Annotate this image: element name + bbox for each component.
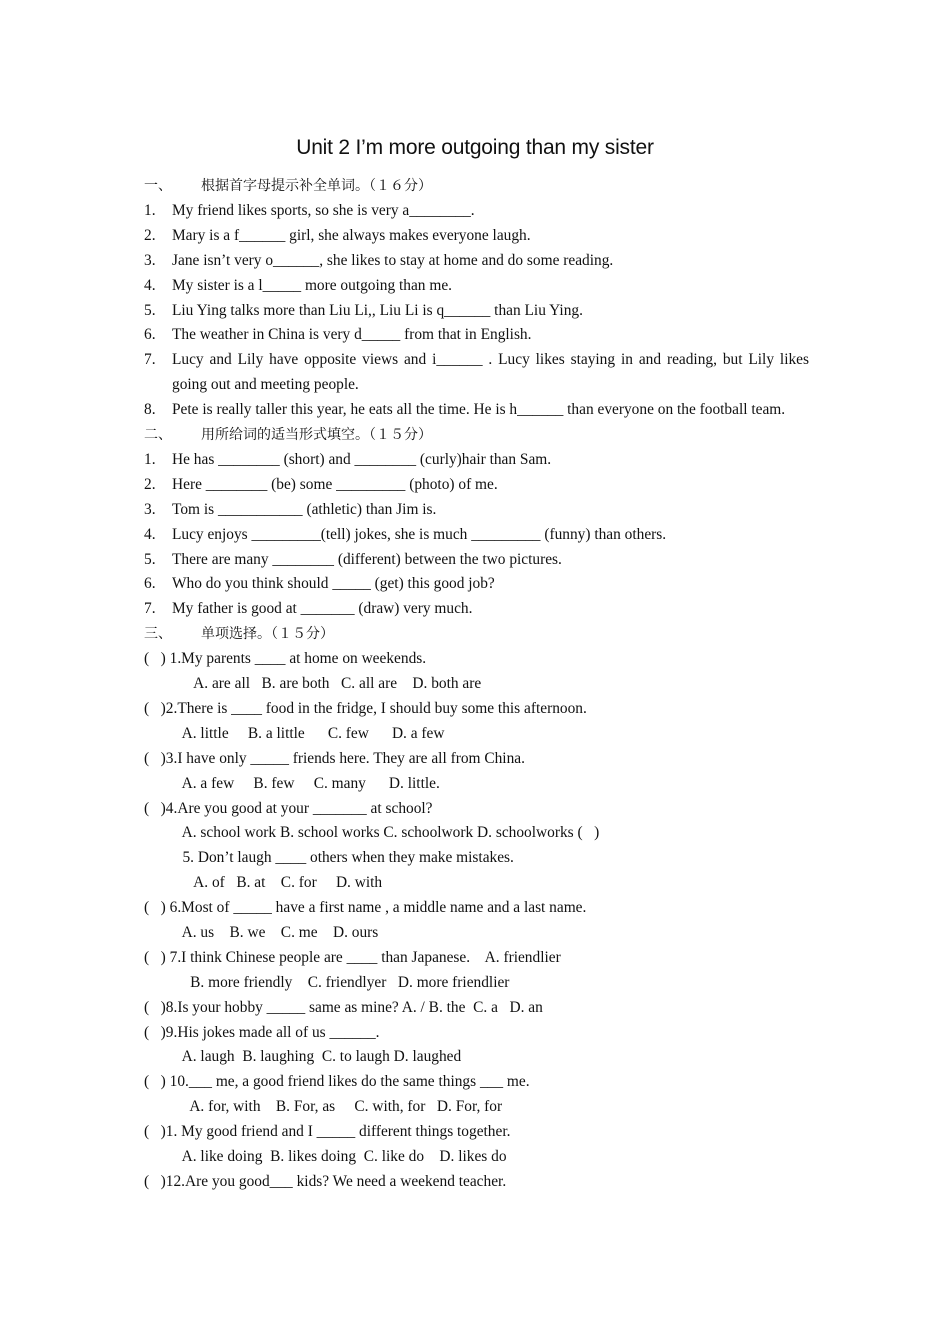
question-text: He has ________ (short) and ________ (curly)hair than Sam. xyxy=(172,450,552,468)
question-number: 8. xyxy=(144,401,156,419)
question-item xyxy=(144,473,809,498)
question-text: Who do you think should _____ (get) this good job? xyxy=(172,575,495,593)
section-3-heading xyxy=(144,622,809,647)
choice-question: ( ) 6.Most of _____ have a first name , a middle name and a last name. xyxy=(144,899,587,917)
question-number: 6. xyxy=(144,575,156,593)
question-number: 1. xyxy=(144,450,156,468)
question-item xyxy=(144,448,809,473)
section-3-lines xyxy=(144,647,809,1195)
choice-options: A. a few B. few C. many D. little. xyxy=(144,774,440,792)
choice-question: ( )4.Are you good at your _______ at school? xyxy=(144,799,433,817)
question-item xyxy=(144,323,809,348)
question-text: Lucy enjoys _________(tell) jokes, she is much _________ (funny) than others. xyxy=(172,525,667,543)
choice-question: ( ) 7.I think Chinese people are ____ than Japanese. A. friendlier xyxy=(144,948,561,966)
choice-question: ( )9.His jokes made all of us ______. xyxy=(144,1023,380,1041)
question-item xyxy=(144,274,809,299)
question-item xyxy=(144,597,809,622)
question-text: Jane isn’t very o______, she likes to stay at home and do some reading. xyxy=(172,251,614,269)
question-text: Here ________ (be) some _________ (photo) of me. xyxy=(172,475,498,493)
choice-options: A. like doing B. likes doing C. like do D. likes do xyxy=(144,1147,507,1165)
question-item xyxy=(144,523,809,548)
question-text: Mary is a f______ girl, she always makes everyone laugh. xyxy=(172,226,531,244)
section-title: 用所给词的适当形式填空。（１５分） xyxy=(201,427,432,444)
question-item xyxy=(144,572,809,597)
section-title: 根据首字母提示补全单词。（１６分） xyxy=(201,178,432,194)
choice-options: A. laugh B. laughing C. to laugh D. laughed xyxy=(144,1048,462,1066)
question-text: Lucy and Lily have opposite views and i______ . Lucy likes staying in and reading, but Lily likes going out and meeting people. xyxy=(172,351,809,394)
choice-options: A. us B. we C. me D. ours xyxy=(144,923,379,941)
question-text: Pete is really taller this year, he eats all the time. He is h______ than everyone on the football team. xyxy=(172,401,786,419)
section-number: 二、 xyxy=(144,427,172,444)
choice-question: ( ) 1.My parents ____ at home on weekends. xyxy=(144,650,427,668)
choice-question: ( )1. My good friend and I _____ different things together. xyxy=(144,1123,511,1141)
question-item xyxy=(144,398,809,423)
question-item xyxy=(144,498,809,523)
question-text: Tom is ___________ (athletic) than Jim is. xyxy=(172,500,437,518)
question-item xyxy=(144,199,809,224)
question-number: 4. xyxy=(144,276,156,294)
choice-options: B. more friendly C. friendlyer D. more friendlier xyxy=(144,973,510,991)
question-number: 5. xyxy=(144,550,156,568)
question-item xyxy=(144,348,809,398)
question-item xyxy=(144,249,809,274)
page-title: Unit 2 I’m more outgoing than my sister xyxy=(296,136,654,159)
choice-question: ( ) 10.___ me, a good friend likes do the same things ___ me. xyxy=(144,1073,530,1091)
question-number: 5. xyxy=(144,301,156,319)
question-number: 2. xyxy=(144,475,156,493)
question-text: My father is good at _______ (draw) very much. xyxy=(172,600,473,618)
question-number: 3. xyxy=(144,251,156,269)
worksheet-content xyxy=(144,174,809,1195)
section-title: 单项选择。（１５分） xyxy=(201,626,334,643)
question-number: 1. xyxy=(144,201,156,219)
question-number: 7. xyxy=(144,351,156,369)
choice-question: ( )3.I have only _____ friends here. They are all from China. xyxy=(144,749,525,767)
section-number: 一、 xyxy=(144,178,172,194)
question-text: My sister is a l_____ more outgoing than me. xyxy=(172,276,452,294)
question-text: Liu Ying talks more than Liu Li,, Liu Li is q______ than Liu Ying. xyxy=(172,301,583,319)
section-number: 三、 xyxy=(144,626,172,643)
choice-options: A. school work B. school works C. schoolwork D. schoolworks ( ) xyxy=(144,824,600,842)
choice-question: ( )12.Are you good___ kids? We need a weekend teacher. xyxy=(144,1172,507,1190)
question-number: 6. xyxy=(144,326,156,344)
section-1-heading xyxy=(144,174,809,199)
section-1-items xyxy=(144,199,809,423)
question-text: The weather in China is very d_____ from that in English. xyxy=(172,326,532,344)
choice-options: 5. Don’t laugh ____ others when they make mistakes. xyxy=(144,849,514,867)
choice-options: A. little B. a little C. few D. a few xyxy=(144,724,445,742)
choice-question: ( )2.There is ____ food in the fridge, I should buy some this afternoon. xyxy=(144,699,587,717)
section-2-items xyxy=(144,448,809,622)
choice-question: ( )8.Is your hobby _____ same as mine? A. / B. the C. a D. an xyxy=(144,998,543,1016)
choice-options: A. for, with B. For, as C. with, for D. For, for xyxy=(144,1098,503,1116)
question-item xyxy=(144,299,809,324)
section-2-heading xyxy=(144,423,809,448)
question-number: 3. xyxy=(144,500,156,518)
question-item xyxy=(144,224,809,249)
question-number: 2. xyxy=(144,226,156,244)
question-number: 4. xyxy=(144,525,156,543)
choice-options: A. of B. at C. for D. with xyxy=(144,874,383,892)
question-item xyxy=(144,548,809,573)
question-number: 7. xyxy=(144,600,156,618)
choice-options: A. are all B. are both C. all are D. both are xyxy=(144,675,482,693)
question-text: My friend likes sports, so she is very a________. xyxy=(172,201,475,219)
question-text: There are many ________ (different) between the two pictures. xyxy=(172,550,562,568)
